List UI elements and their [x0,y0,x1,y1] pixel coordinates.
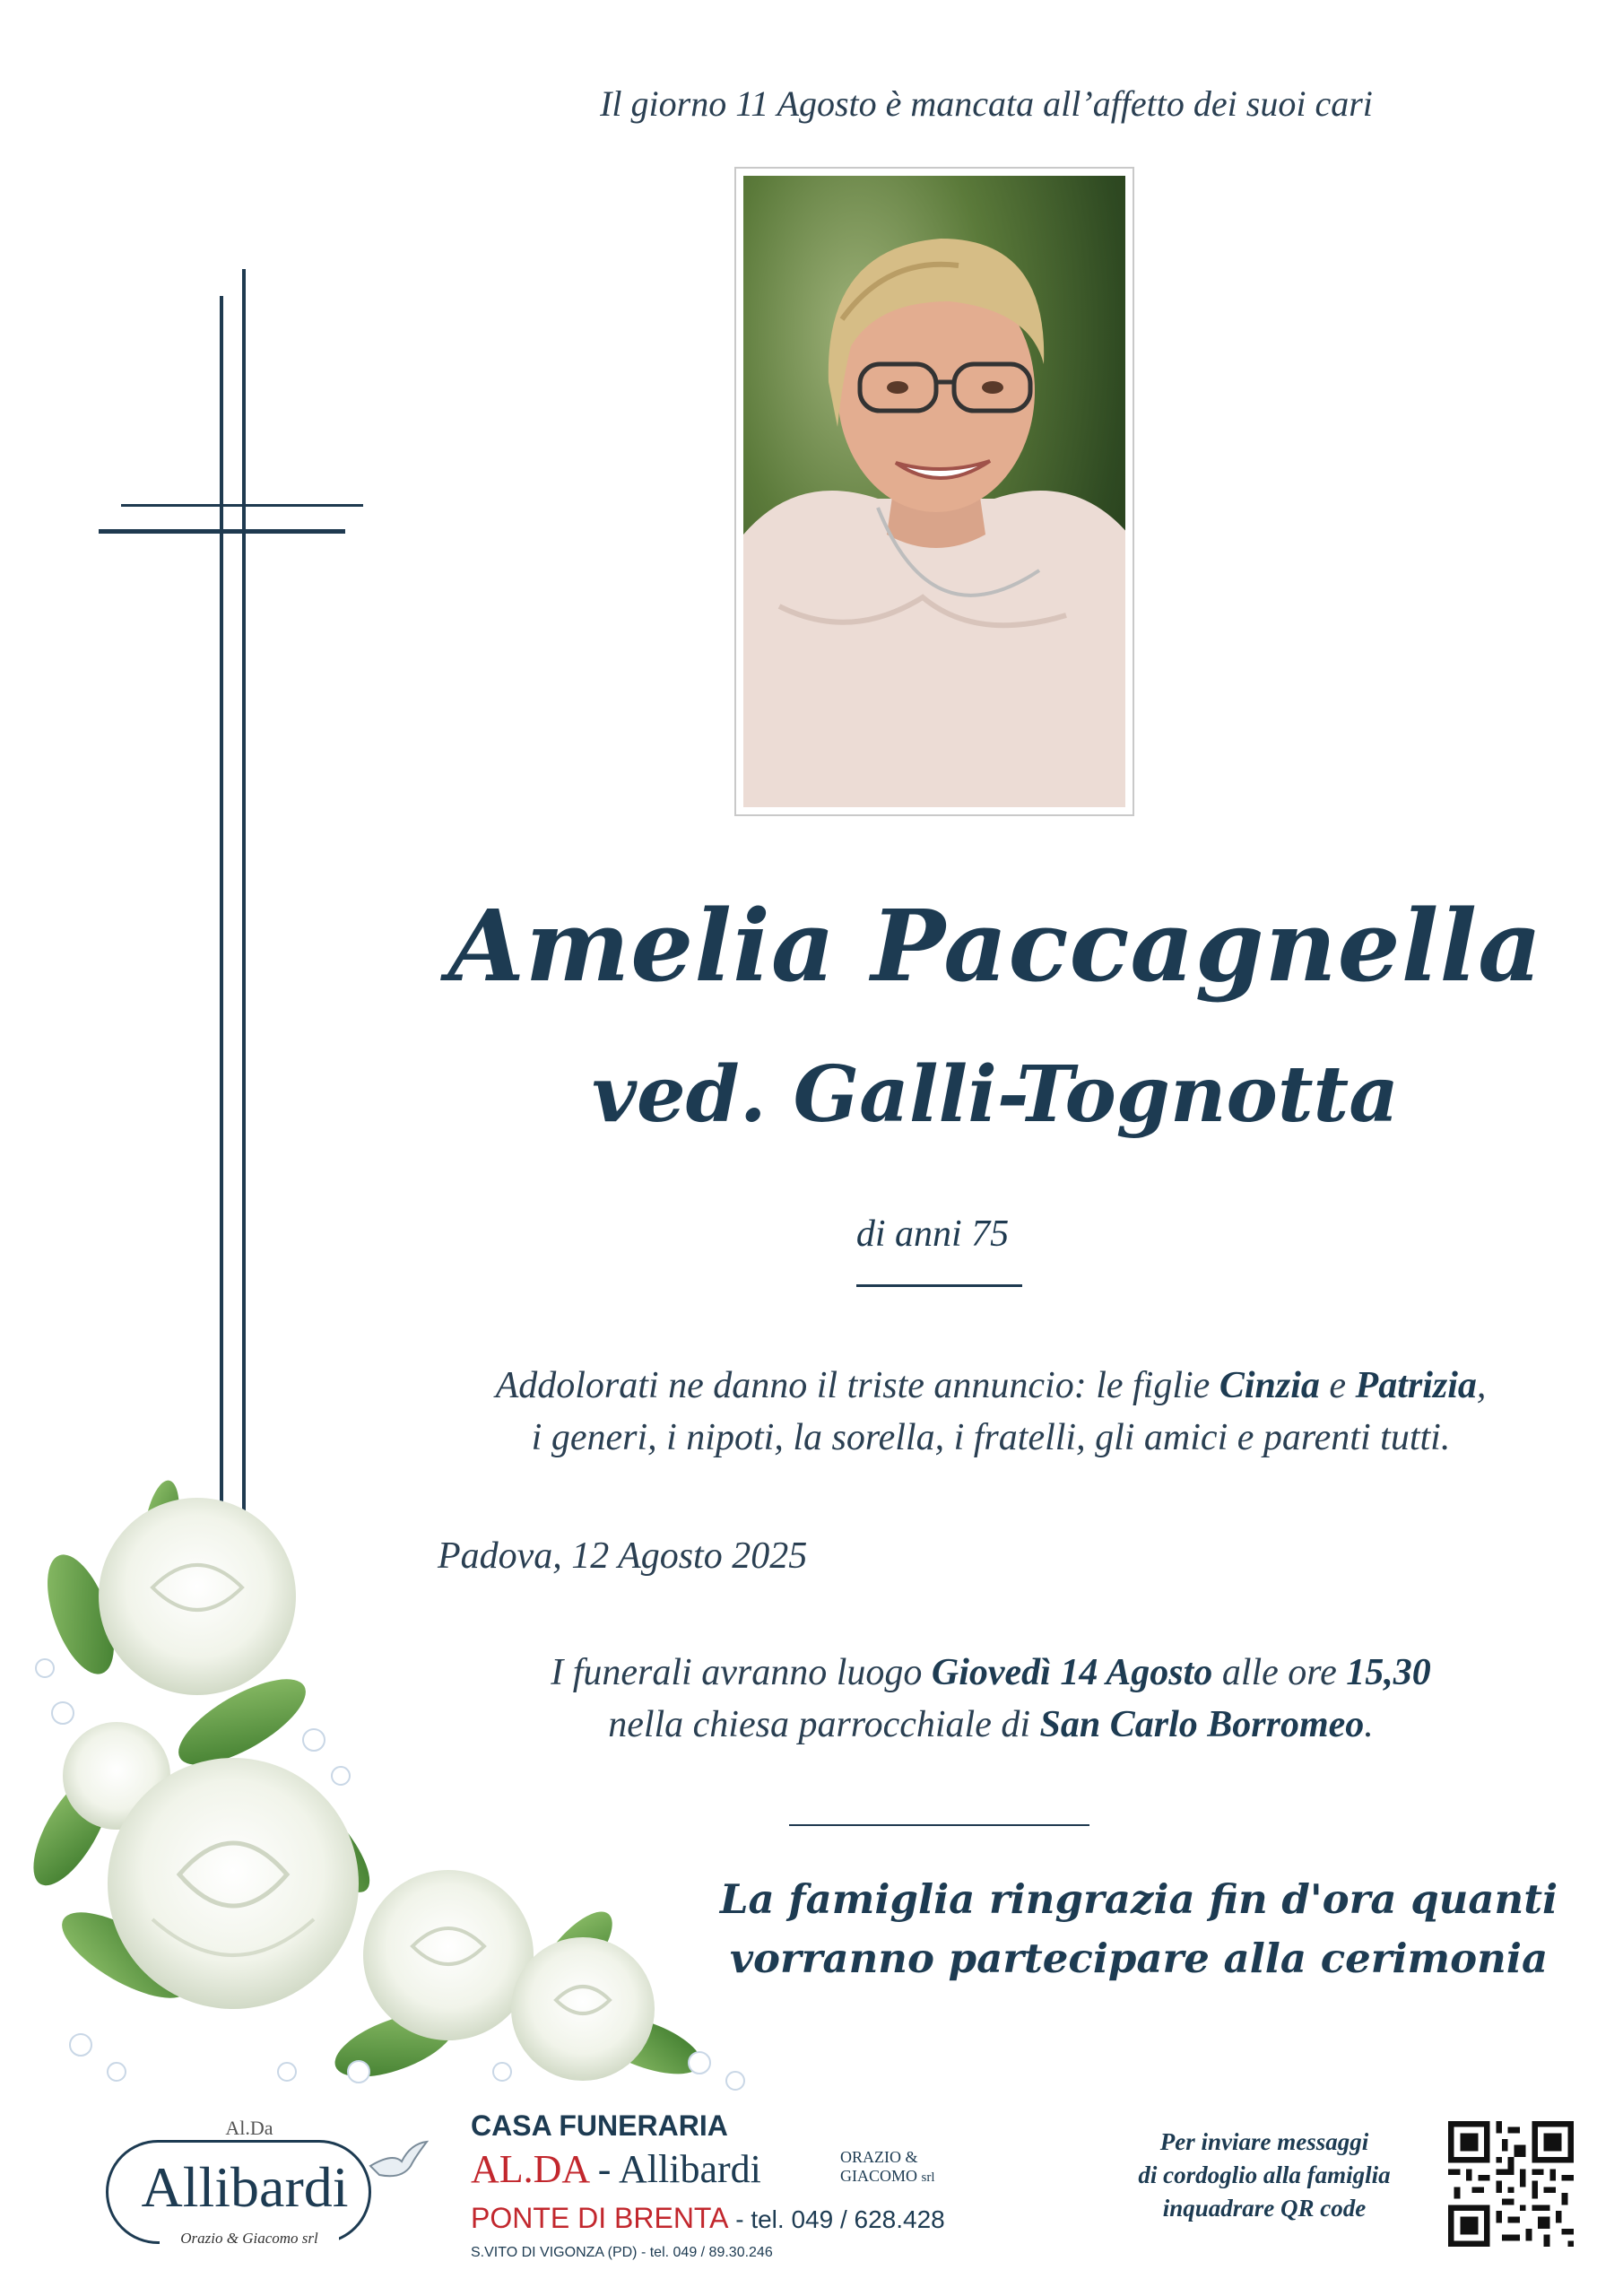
allibardi-logo [106,2117,429,2269]
deceased-name: Amelia Paccagnella [447,888,1543,1004]
thanks-text: La famiglia ringrazia fin d'ora quanti vorranno partecipare alla cerimonia [719,1875,1558,1982]
announcement-line2: i generi, i nipoti, la sorella, i fratelli, gli amici e parenti tutti. [531,1417,1451,1458]
deceased-married-name: ved. Galli-Tognotta [591,1049,1400,1140]
funeral-church: San Carlo Borromeo [1039,1704,1365,1745]
company-brand: AL.DA - Allibardi ORAZIO & GIACOMO srl [471,2147,935,2191]
brand-alda: AL.DA [471,2147,588,2191]
rose-bouquet-icon [18,1453,789,2117]
announcement-text [368,1360,1614,1464]
logo-sub-text: Orazio & Giacomo srl [160,2230,339,2248]
brand-orazio-block: ORAZIO & GIACOMO srl [840,2148,935,2185]
funeral-day: Giovedì 14 Agosto [931,1652,1213,1693]
brand-allibardi: Allibardi [619,2147,761,2191]
funeral-line2: nella chiesa parrocchiale di San Carlo Borromeo. [608,1704,1374,1745]
logo-main-text: Allibardi [141,2155,349,2219]
announcement-line1: Addolorati ne danno il triste annuncio: le figlie Cinzia e Patrizia, [495,1365,1487,1406]
logo-small-text: Al.Da [225,2117,273,2139]
place-date: Padova, 12 Agosto 2025 [438,1535,808,1577]
vigonza-contact: S.VITO DI VIGONZA (PD) - tel. 049 / 89.30.246 [471,2245,773,2260]
intro-line: Il giorno 11 Agosto è mancata all’affetto dei suoi cari [600,83,1373,124]
daughter-name-2: Patrizia [1355,1365,1477,1406]
ponte-di-brenta-contact: PONTE DI BRENTA - tel. 049 / 628.428 [471,2202,945,2234]
dove-icon [366,2135,429,2188]
age-divider [856,1284,1022,1287]
cross-icon [90,269,377,1516]
thanks-divider [789,1824,1089,1826]
funeral-line1: I funerali avranno luogo Giovedì 14 Agosto alle ore 15,30 [551,1652,1431,1693]
portrait-photo [734,167,1134,816]
qr-code-icon[interactable] [1448,2121,1574,2247]
qr-instructions: Per inviare messaggi di cordoglio alla famiglia inquadrare QR code [1138,2128,1391,2222]
age-line: di anni 75 [855,1213,1010,1255]
casa-funeraria-label: CASA FUNERARIA [471,2109,728,2142]
daughter-name-1: Cinzia [1219,1365,1320,1406]
funeral-time: 15,30 [1346,1652,1431,1693]
